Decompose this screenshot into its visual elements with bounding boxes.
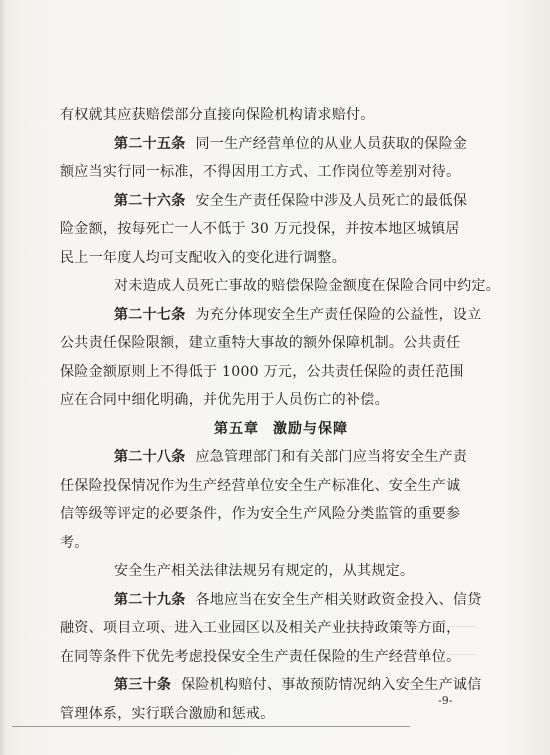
article-25-heading-line: 第二十五条 同一生产经营单位的从业人员获取的保险金 [114, 135, 468, 152]
article-26-heading-line: 第二十六条 安全生产责任保险中涉及人员死亡的最低保 [114, 192, 468, 209]
article-29-heading-line: 第二十九条 各地应当在安全生产相关财政资金投入、信贷 [114, 591, 482, 608]
paragraph-line: 考。 [60, 534, 89, 551]
page-edge-shadow [0, 0, 6, 755]
page-number: -9- [438, 694, 453, 707]
chapter-heading [86, 422, 476, 436]
article-number: 第二十八条 [114, 449, 186, 465]
paragraph-line: 管理体系，实行联合激励和惩戒。 [60, 705, 275, 722]
article-30-heading-line: 第三十条 保险机构赔付、事故预防情况纳入安全生产诚信 [114, 677, 482, 693]
article-number: 第二十五条 [114, 135, 186, 152]
footer-rule [12, 726, 410, 727]
paragraph-line: 任保险投保情况作为生产经营单位安全生产标准化、安全生产诚 [60, 477, 461, 494]
article-28-heading-line: 第二十八条 应急管理部门和有关部门应当将安全生产责 [114, 449, 468, 465]
paragraph-line: 安全生产相关法律法规另有规定的，从其规定。 [114, 563, 415, 579]
paragraph-line: 融资、项目立项、进入工业园区以及相关产业扶持政策等方面， [60, 620, 461, 636]
paragraph-line: 险金额，按每死亡一人不低于 30 万元投保，并按本地区城镇居 [60, 221, 460, 237]
article-number: 第二十九条 [114, 591, 186, 608]
article-27-heading-line: 第二十七条 为充分体现安全生产责任保险的公益性，设立 [114, 306, 482, 323]
chapter-title: 激励与保障 [273, 420, 348, 437]
paragraph-line: 信等级等评定的必要条件，作为安全生产风险分类监管的重要参 [60, 506, 461, 522]
article-number: 第二十六条 [114, 192, 186, 209]
document-body [60, 107, 501, 735]
article-number: 第三十条 [114, 677, 172, 693]
paragraph-line: 民上一年度人均可支配收入的变化进行调整。 [60, 249, 346, 266]
paragraph-line: 额应当实行同一标准，不得因用工方式、工作岗位等差别对待。 [60, 164, 461, 180]
chapter-number: 第五章 [214, 420, 259, 437]
paragraph-line: 在同等条件下优先考虑投保安全生产责任保险的生产经营单位。 [60, 648, 461, 665]
paragraph-line: 应在合同中细化明确，并优先用于人员伤亡的补偿。 [60, 392, 389, 408]
paragraph-line: 公共责任保险限额，建立重特大事故的额外保障机制。公共责任 [60, 335, 461, 351]
paragraph-line: 有权就其应获赔偿部分直接向保险机构请求赔付。 [60, 107, 375, 123]
article-number: 第二十七条 [114, 306, 186, 323]
paragraph-line: 保险金额原则上不得低于 1000 万元，公共责任保险的责任范围 [60, 363, 464, 380]
paragraph-line: 对未造成人员死亡事故的赔偿保险金额度在保险合同中约定。 [114, 278, 501, 294]
